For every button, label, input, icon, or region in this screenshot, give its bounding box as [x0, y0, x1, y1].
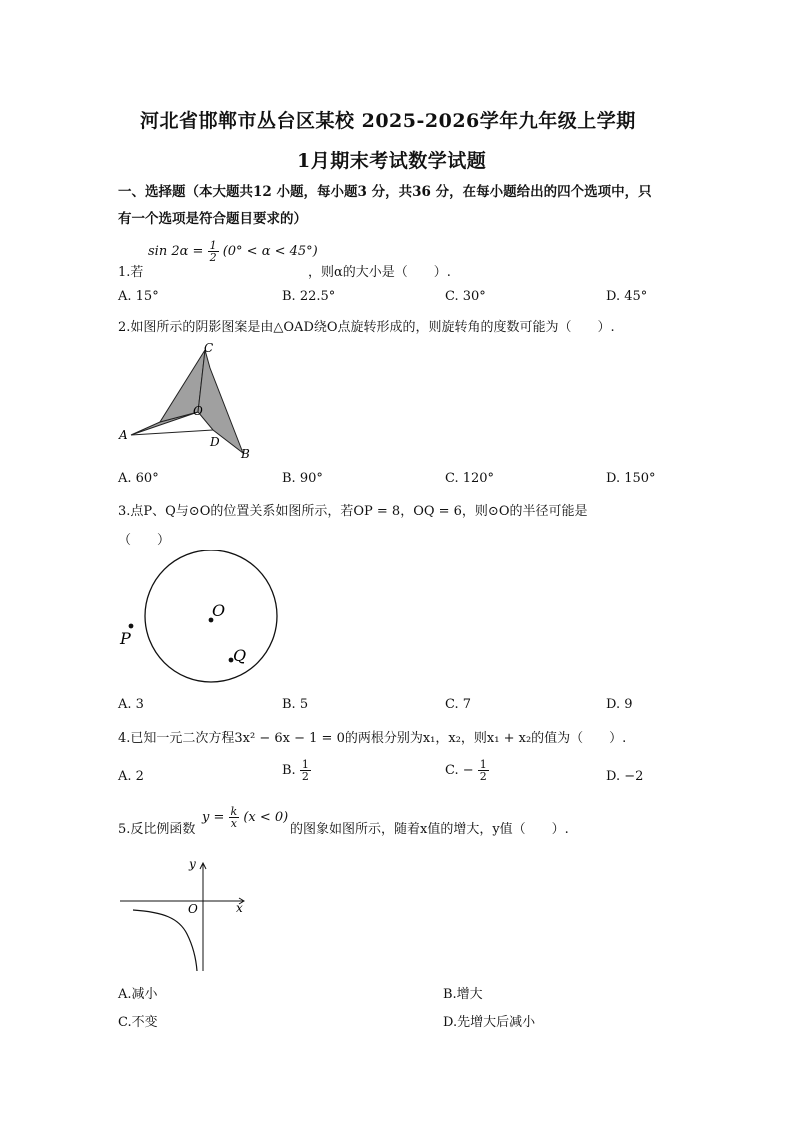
- q3-label-p: P: [120, 629, 131, 648]
- q5-label-y: y: [189, 857, 196, 871]
- section-heading-line-2: 有一个选项是符合题目要求的）: [118, 211, 307, 227]
- q5-fraction: [229, 806, 240, 829]
- q4-c-den: 2: [479, 770, 487, 783]
- q1-formula: [148, 240, 318, 263]
- q2-option-d: D. 150°: [606, 471, 656, 486]
- question-4-text: 4.已知一元二次方程3x² − 6x − 1 = 0的两根分别为x₁，x₂，则x₁ + x₂的值为（ ）.: [118, 731, 627, 746]
- q4-option-b-label: B.: [282, 763, 296, 778]
- q5-label-x: x: [236, 901, 243, 915]
- question-3-text: 3.点P、Q与⊙O的位置关系如图所示，若OP = 8，OQ = 6，则⊙O的半径可能是: [118, 504, 588, 519]
- q2-label-o: O: [193, 404, 203, 418]
- q1-formula-fraction: [208, 240, 219, 263]
- q4-option-d: D. −2: [606, 769, 644, 784]
- q4-b-den: 2: [301, 770, 309, 783]
- q3-label-q: Q: [233, 646, 247, 665]
- q4-c-num: 1: [479, 758, 487, 771]
- q4-option-a: A. 2: [118, 769, 144, 784]
- q5-suffix: 的图象如图所示，随着x值的增大，y值（ ）.: [290, 822, 569, 837]
- q3-option-b: B. 5: [282, 697, 309, 712]
- q2-blade-right: [198, 350, 243, 453]
- q1-option-b: B. 22.5°: [282, 289, 336, 304]
- q4-option-c-label: C. −: [445, 763, 474, 778]
- q3-label-o: O: [212, 601, 226, 620]
- q1-suffix: ，则α的大小是（ ）.: [308, 265, 451, 280]
- q4-option-b-fraction: [300, 759, 311, 782]
- q2-label-b: B: [241, 447, 250, 461]
- q2-option-c: C. 120°: [445, 471, 495, 486]
- q4-option-c: [445, 759, 489, 782]
- q1-frac-den: 2: [209, 251, 217, 264]
- q2-label-d: D: [210, 435, 220, 449]
- q5-option-a: A.减小: [118, 987, 158, 1002]
- q3-option-d: D. 9: [606, 697, 633, 712]
- q1-option-c: C. 30°: [445, 289, 486, 304]
- q2-rotation-figure: [115, 340, 265, 465]
- q1-option-d: D. 45°: [606, 289, 648, 304]
- section-heading-line-1: 一、选择题（本大题共12 小题，每小题3 分，共36 分，在每小题给出的四个选项中，只: [118, 184, 652, 200]
- q5-option-d: D.先增大后减小: [443, 1015, 536, 1030]
- q4-option-c-fraction: [478, 759, 489, 782]
- q4-option-b: [282, 759, 311, 782]
- q3-option-c: C. 7: [445, 697, 472, 712]
- q5-option-c: C.不变: [118, 1015, 158, 1030]
- q2-option-a: A. 60°: [118, 471, 159, 486]
- q5-prefix: 5.反比例函数: [118, 822, 196, 837]
- q5-hyperbola-curve: [133, 910, 197, 971]
- question-2-text: 2.如图所示的阴影图案是由△OAD绕O点旋转形成的，则旋转角的度数可能为（ ）.: [118, 320, 615, 335]
- q5-frac-den: x: [230, 817, 237, 830]
- q2-label-c: C: [204, 341, 214, 355]
- q3-option-a: A. 3: [118, 697, 144, 712]
- title-line-2: 1月期末考试数学试题: [297, 150, 487, 172]
- q5-option-b: B.增大: [443, 987, 483, 1002]
- q3-circle-o: [145, 550, 277, 682]
- q5-lhs: y =: [202, 810, 225, 825]
- q2-option-b: B. 90°: [282, 471, 323, 486]
- q4-b-num: 1: [301, 758, 309, 771]
- q3-circle-figure: [115, 550, 285, 685]
- q5-hyperbola-figure: [115, 854, 255, 976]
- q1-option-a: A. 15°: [118, 289, 159, 304]
- title-line-1: 河北省邯郸市丛台区某校 2025-2026学年九年级上学期: [140, 110, 636, 132]
- q5-label-o: O: [188, 902, 198, 916]
- q5-frac-num: k: [230, 805, 238, 818]
- q1-prefix: 1.若: [118, 265, 144, 280]
- q3-point-p: [129, 624, 134, 629]
- q2-label-a: A: [119, 428, 128, 442]
- q1-formula-lhs: sin 2α =: [148, 244, 204, 259]
- q5-formula: [202, 806, 288, 829]
- q5-cond: (x < 0): [243, 810, 289, 825]
- q1-frac-num: 1: [209, 239, 217, 252]
- q1-formula-rhs: (0° < α < 45°): [222, 244, 318, 259]
- question-3-paren: （ ）: [118, 533, 171, 548]
